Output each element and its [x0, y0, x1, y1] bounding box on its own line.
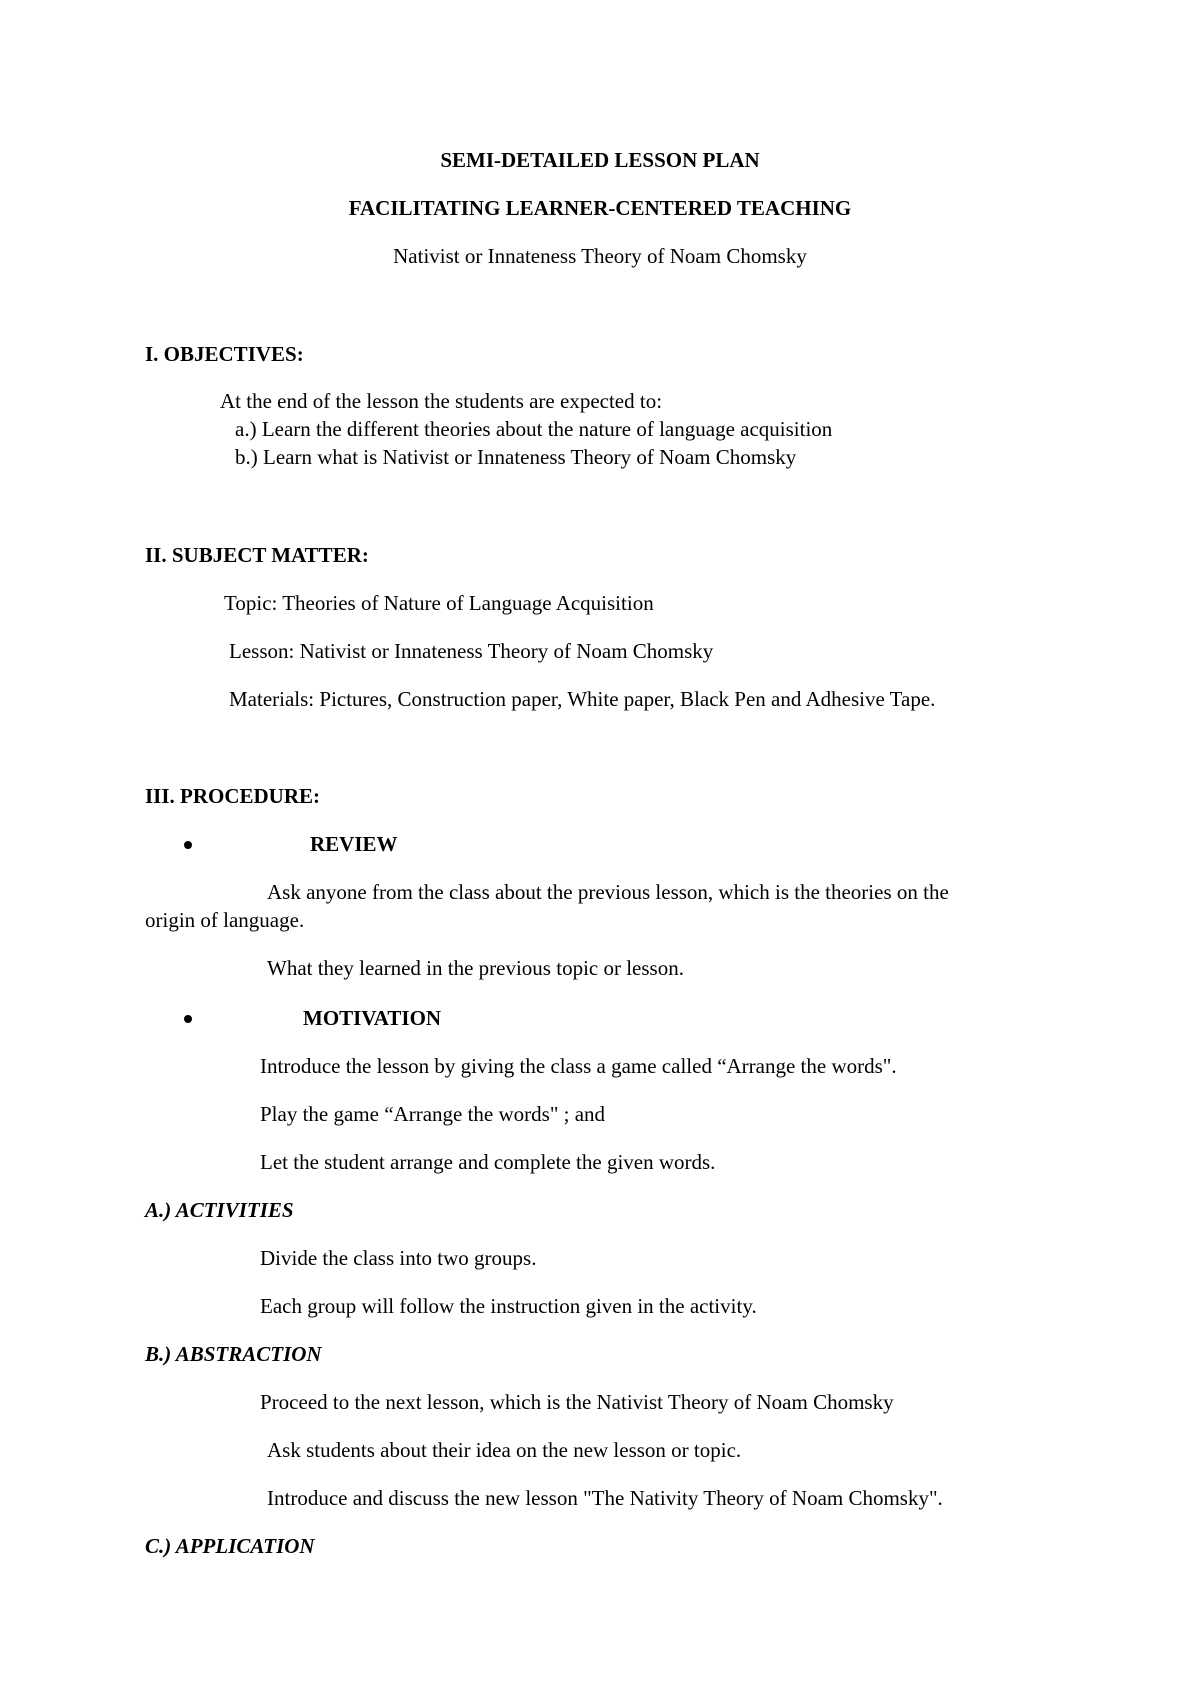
objectives-intro: At the end of the lesson the students are expected to:: [220, 389, 663, 413]
abstraction-heading: B.) ABSTRACTION: [145, 1342, 322, 1366]
document-subtitle: FACILITATING LEARNER-CENTERED TEACHING: [348, 196, 852, 220]
motivation-text-2: Play the game “Arrange the words" ; and: [260, 1102, 606, 1126]
document-topic-line: Nativist or Innateness Theory of Noam Chomsky: [393, 244, 807, 268]
procedure-heading: III. PROCEDURE:: [145, 784, 321, 808]
subject-matter-heading: II. SUBJECT MATTER:: [145, 543, 369, 567]
activities-text-1: Divide the class into two groups.: [260, 1246, 537, 1270]
subject-topic: Topic: Theories of Nature of Language Acquisition: [224, 591, 654, 615]
review-label: REVIEW: [310, 832, 398, 856]
document-title: SEMI-DETAILED LESSON PLAN: [440, 148, 760, 172]
subject-materials: Materials: Pictures, Construction paper, White paper, Black Pen and Adhesive Tape.: [229, 687, 936, 711]
review-text-1-continued: origin of language.: [145, 908, 305, 932]
review-text-1: Ask anyone from the class about the previous lesson, which is the theories on the: [267, 880, 949, 904]
motivation-text-3: Let the student arrange and complete the given words.: [260, 1150, 716, 1174]
objective-item-a: a.) Learn the different theories about the nature of language acquisition: [235, 417, 833, 441]
review-text-2: What they learned in the previous topic or lesson.: [267, 956, 684, 980]
motivation-text-1: Introduce the lesson by giving the class a game called “Arrange the words".: [260, 1054, 897, 1078]
abstraction-text-2: Ask students about their idea on the new lesson or topic.: [267, 1438, 742, 1462]
subject-lesson: Lesson: Nativist or Innateness Theory of Noam Chomsky: [229, 639, 714, 663]
review-bullet: [184, 841, 192, 849]
motivation-label: MOTIVATION: [303, 1006, 442, 1030]
abstraction-text-1: Proceed to the next lesson, which is the Nativist Theory of Noam Chomsky: [260, 1390, 894, 1414]
objectives-heading: I. OBJECTIVES:: [145, 342, 304, 366]
motivation-bullet: [184, 1015, 192, 1023]
application-heading: C.) APPLICATION: [145, 1534, 315, 1558]
abstraction-text-3: Introduce and discuss the new lesson "The Nativity Theory of Noam Chomsky".: [267, 1486, 943, 1510]
activities-text-2: Each group will follow the instruction given in the activity.: [260, 1294, 757, 1318]
activities-heading: A.) ACTIVITIES: [145, 1198, 294, 1222]
objective-item-b: b.) Learn what is Nativist or Innateness Theory of Noam Chomsky: [235, 445, 797, 469]
